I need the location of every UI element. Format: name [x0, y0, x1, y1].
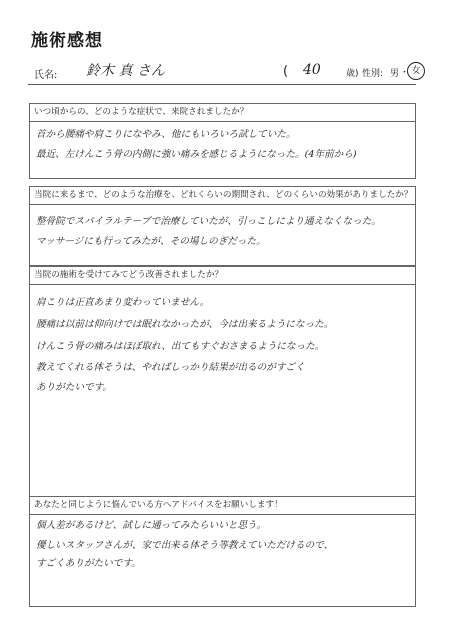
section-improvement [29, 266, 416, 497]
answer-line: 肩こりは正直あまり変わっていません。 [36, 297, 210, 308]
form-title: 施術感想 [31, 31, 103, 51]
section-question: 当院の施術を受けてみてどう改善されましたか？ [30, 266, 415, 285]
name-value: 鈴木 真 さん [86, 63, 165, 79]
gender-separator: ・ [400, 68, 410, 78]
age-paren-open: ( [283, 64, 289, 79]
answer-line: すごくありがたいです。 [36, 558, 141, 569]
age-unit: 歳) [346, 69, 359, 79]
name-label: 氏名: [34, 70, 58, 81]
answer-line: けんこう骨の痛みはほぼ取れ、出てもすぐおさまるようになった。 [36, 341, 325, 352]
gender-option-male: 男 [390, 69, 400, 79]
section-advice [29, 497, 416, 607]
answer-line: 最近、左けんこう骨の内側に強い痛みを感じるようになった。(4年前から) [36, 149, 357, 160]
section-question: あなたと同じように悩んでいる方へアドバイスをお願いします！ [30, 497, 415, 515]
section-symptoms [29, 103, 416, 179]
section-question: 当院に来るまで、どのような治療を、どれくらいの期間され、どのくらいの効果がありましたか？ [30, 187, 415, 205]
age-value: 40 [303, 62, 321, 78]
answer-line: 整骨院でスパイラルテープで治療していたが、引っこしにより通えなくなった。 [36, 216, 381, 227]
answer-line: マッサージにも行ってみたが、その場しのぎだった。 [36, 236, 266, 247]
section-previous-treatment [29, 186, 416, 266]
answer-line: 教えてくれる体そうは、やればしっかり結果が出るのがすごく [36, 362, 305, 373]
answer-line: 個人差があるけど、試しに通ってみたらいいと思う。 [36, 520, 267, 531]
section-question: いつ頃からの、どのような症状で、来院されましたか？ [30, 104, 415, 122]
gender-label: 性別: [362, 69, 384, 79]
gender-option-female-circled: 女 [407, 62, 425, 80]
respondent-info-row [28, 60, 421, 85]
answer-line: 優しいスタッフさんが、家で出来る体そう等教えていただけるので、 [36, 540, 334, 551]
answer-line: 腰痛は以前は仰向けでは眠れなかったが、今は出来るようになった。 [36, 319, 334, 330]
answer-line: 首から腰痛や肩こりになやみ、他にもいろいろ試していた。 [36, 129, 296, 140]
answer-line: ありがたいです。 [36, 382, 112, 393]
